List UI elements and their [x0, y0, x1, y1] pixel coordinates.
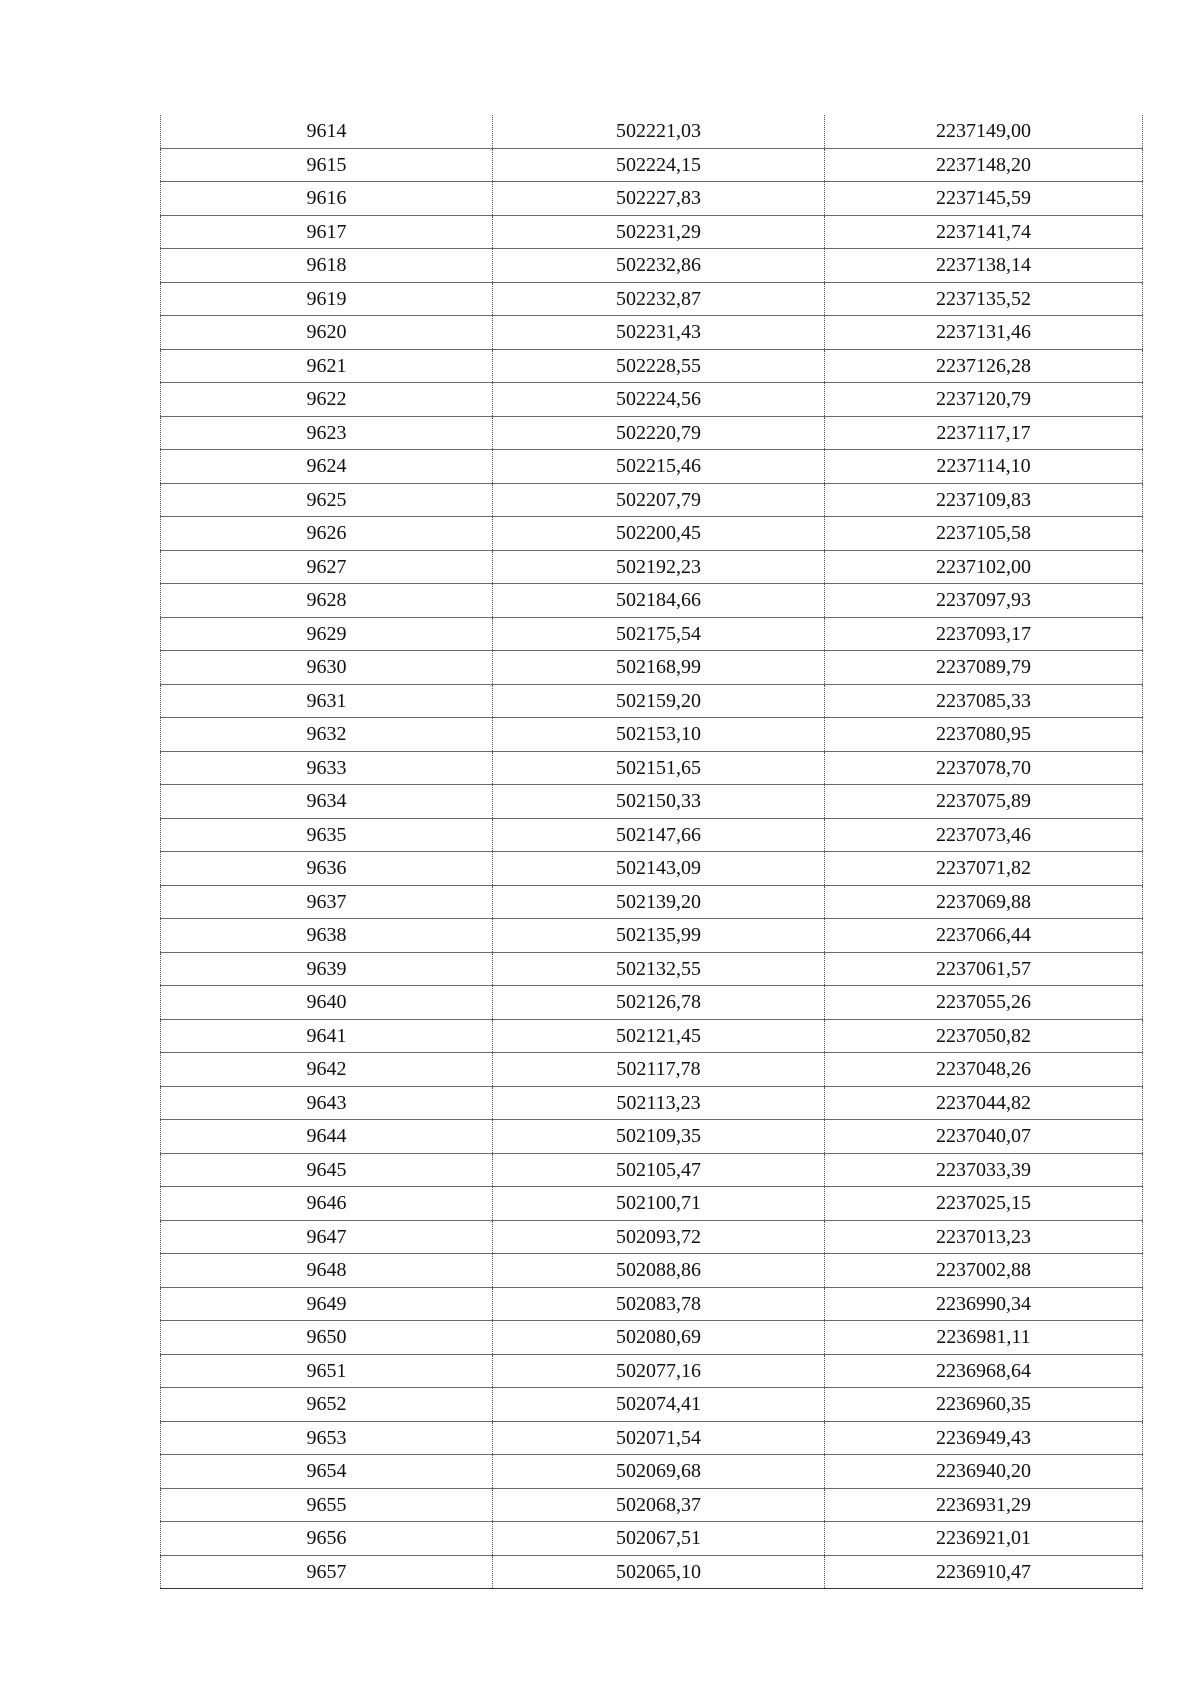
- x-coordinate-cell: 502192,23: [493, 550, 825, 584]
- table-row: [161, 584, 1143, 618]
- x-coordinate-cell: 502069,68: [493, 1455, 825, 1489]
- y-coordinate-cell: 2237105,58: [825, 517, 1143, 551]
- coordinates-table-body: [161, 115, 1143, 1589]
- y-coordinate-cell: 2236968,64: [825, 1354, 1143, 1388]
- x-coordinate-cell: 502088,86: [493, 1254, 825, 1288]
- table-row: [161, 1254, 1143, 1288]
- x-coordinate-cell: 502232,87: [493, 282, 825, 316]
- point-number-cell: 9633: [161, 751, 493, 785]
- y-coordinate-cell: 2237102,00: [825, 550, 1143, 584]
- x-coordinate-cell: 502231,29: [493, 215, 825, 249]
- y-coordinate-cell: 2236960,35: [825, 1388, 1143, 1422]
- point-number-cell: 9652: [161, 1388, 493, 1422]
- table-row: [161, 483, 1143, 517]
- point-number-cell: 9642: [161, 1053, 493, 1087]
- y-coordinate-cell: 2237097,93: [825, 584, 1143, 618]
- y-coordinate-cell: 2237109,83: [825, 483, 1143, 517]
- point-number-cell: 9628: [161, 584, 493, 618]
- x-coordinate-cell: 502232,86: [493, 249, 825, 283]
- coordinates-table: [160, 115, 1143, 1589]
- table-row: [161, 1086, 1143, 1120]
- x-coordinate-cell: 502227,83: [493, 182, 825, 216]
- point-number-cell: 9630: [161, 651, 493, 685]
- y-coordinate-cell: 2236949,43: [825, 1421, 1143, 1455]
- y-coordinate-cell: 2237148,20: [825, 148, 1143, 182]
- point-number-cell: 9635: [161, 818, 493, 852]
- y-coordinate-cell: 2237002,88: [825, 1254, 1143, 1288]
- x-coordinate-cell: 502184,66: [493, 584, 825, 618]
- y-coordinate-cell: 2236990,34: [825, 1287, 1143, 1321]
- y-coordinate-cell: 2237033,39: [825, 1153, 1143, 1187]
- point-number-cell: 9625: [161, 483, 493, 517]
- table-row: [161, 651, 1143, 685]
- y-coordinate-cell: 2237061,57: [825, 952, 1143, 986]
- x-coordinate-cell: 502117,78: [493, 1053, 825, 1087]
- y-coordinate-cell: 2237069,88: [825, 885, 1143, 919]
- y-coordinate-cell: 2237135,52: [825, 282, 1143, 316]
- table-row: [161, 349, 1143, 383]
- x-coordinate-cell: 502215,46: [493, 450, 825, 484]
- table-row: [161, 1187, 1143, 1221]
- x-coordinate-cell: 502067,51: [493, 1522, 825, 1556]
- point-number-cell: 9614: [161, 115, 493, 148]
- x-coordinate-cell: 502109,35: [493, 1120, 825, 1154]
- point-number-cell: 9622: [161, 383, 493, 417]
- x-coordinate-cell: 502228,55: [493, 349, 825, 383]
- table-row: [161, 316, 1143, 350]
- point-number-cell: 9648: [161, 1254, 493, 1288]
- table-row: [161, 617, 1143, 651]
- table-row: [161, 1354, 1143, 1388]
- x-coordinate-cell: 502159,20: [493, 684, 825, 718]
- y-coordinate-cell: 2237013,23: [825, 1220, 1143, 1254]
- point-number-cell: 9618: [161, 249, 493, 283]
- x-coordinate-cell: 502200,45: [493, 517, 825, 551]
- x-coordinate-cell: 502065,10: [493, 1555, 825, 1589]
- point-number-cell: 9616: [161, 182, 493, 216]
- y-coordinate-cell: 2237025,15: [825, 1187, 1143, 1221]
- x-coordinate-cell: 502153,10: [493, 718, 825, 752]
- point-number-cell: 9643: [161, 1086, 493, 1120]
- y-coordinate-cell: 2236981,11: [825, 1321, 1143, 1355]
- y-coordinate-cell: 2237120,79: [825, 383, 1143, 417]
- point-number-cell: 9624: [161, 450, 493, 484]
- point-number-cell: 9639: [161, 952, 493, 986]
- table-row: [161, 1555, 1143, 1589]
- x-coordinate-cell: 502220,79: [493, 416, 825, 450]
- point-number-cell: 9646: [161, 1187, 493, 1221]
- point-number-cell: 9626: [161, 517, 493, 551]
- point-number-cell: 9649: [161, 1287, 493, 1321]
- point-number-cell: 9641: [161, 1019, 493, 1053]
- table-row: [161, 450, 1143, 484]
- point-number-cell: 9636: [161, 852, 493, 886]
- x-coordinate-cell: 502224,15: [493, 148, 825, 182]
- point-number-cell: 9629: [161, 617, 493, 651]
- point-number-cell: 9653: [161, 1421, 493, 1455]
- x-coordinate-cell: 502207,79: [493, 483, 825, 517]
- x-coordinate-cell: 502080,69: [493, 1321, 825, 1355]
- y-coordinate-cell: 2237071,82: [825, 852, 1143, 886]
- y-coordinate-cell: 2237089,79: [825, 651, 1143, 685]
- table-row: [161, 249, 1143, 283]
- table-row: [161, 885, 1143, 919]
- table-row: [161, 1019, 1143, 1053]
- table-row: [161, 550, 1143, 584]
- y-coordinate-cell: 2237093,17: [825, 617, 1143, 651]
- table-row: [161, 416, 1143, 450]
- table-row: [161, 1321, 1143, 1355]
- table-row: [161, 919, 1143, 953]
- y-coordinate-cell: 2237138,14: [825, 249, 1143, 283]
- x-coordinate-cell: 502150,33: [493, 785, 825, 819]
- y-coordinate-cell: 2237085,33: [825, 684, 1143, 718]
- x-coordinate-cell: 502113,23: [493, 1086, 825, 1120]
- y-coordinate-cell: 2237040,07: [825, 1120, 1143, 1154]
- y-coordinate-cell: 2237117,17: [825, 416, 1143, 450]
- y-coordinate-cell: 2236921,01: [825, 1522, 1143, 1556]
- x-coordinate-cell: 502147,66: [493, 818, 825, 852]
- y-coordinate-cell: 2237131,46: [825, 316, 1143, 350]
- table-row: [161, 718, 1143, 752]
- point-number-cell: 9637: [161, 885, 493, 919]
- table-row: [161, 684, 1143, 718]
- point-number-cell: 9644: [161, 1120, 493, 1154]
- table-row: [161, 148, 1143, 182]
- point-number-cell: 9647: [161, 1220, 493, 1254]
- table-row: [161, 282, 1143, 316]
- point-number-cell: 9651: [161, 1354, 493, 1388]
- point-number-cell: 9632: [161, 718, 493, 752]
- table-row: [161, 1488, 1143, 1522]
- point-number-cell: 9621: [161, 349, 493, 383]
- y-coordinate-cell: 2237149,00: [825, 115, 1143, 148]
- point-number-cell: 9634: [161, 785, 493, 819]
- table-row: [161, 1421, 1143, 1455]
- y-coordinate-cell: 2237126,28: [825, 349, 1143, 383]
- table-row: [161, 952, 1143, 986]
- table-row: [161, 751, 1143, 785]
- table-row: [161, 182, 1143, 216]
- x-coordinate-cell: 502168,99: [493, 651, 825, 685]
- x-coordinate-cell: 502077,16: [493, 1354, 825, 1388]
- y-coordinate-cell: 2236940,20: [825, 1455, 1143, 1489]
- x-coordinate-cell: 502074,41: [493, 1388, 825, 1422]
- table-row: [161, 1053, 1143, 1087]
- table-row: [161, 1120, 1143, 1154]
- point-number-cell: 9631: [161, 684, 493, 718]
- y-coordinate-cell: 2237073,46: [825, 818, 1143, 852]
- table-row: [161, 1220, 1143, 1254]
- x-coordinate-cell: 502175,54: [493, 617, 825, 651]
- table-row: [161, 785, 1143, 819]
- y-coordinate-cell: 2237055,26: [825, 986, 1143, 1020]
- y-coordinate-cell: 2237044,82: [825, 1086, 1143, 1120]
- point-number-cell: 9655: [161, 1488, 493, 1522]
- point-number-cell: 9619: [161, 282, 493, 316]
- point-number-cell: 9657: [161, 1555, 493, 1589]
- table-row: [161, 517, 1143, 551]
- table-row: [161, 383, 1143, 417]
- point-number-cell: 9640: [161, 986, 493, 1020]
- y-coordinate-cell: 2237080,95: [825, 718, 1143, 752]
- point-number-cell: 9650: [161, 1321, 493, 1355]
- x-coordinate-cell: 502071,54: [493, 1421, 825, 1455]
- x-coordinate-cell: 502135,99: [493, 919, 825, 953]
- y-coordinate-cell: 2237075,89: [825, 785, 1143, 819]
- table-row: [161, 115, 1143, 148]
- y-coordinate-cell: 2237114,10: [825, 450, 1143, 484]
- x-coordinate-cell: 502132,55: [493, 952, 825, 986]
- x-coordinate-cell: 502231,43: [493, 316, 825, 350]
- table-row: [161, 1388, 1143, 1422]
- y-coordinate-cell: 2237048,26: [825, 1053, 1143, 1087]
- x-coordinate-cell: 502068,37: [493, 1488, 825, 1522]
- y-coordinate-cell: 2237145,59: [825, 182, 1143, 216]
- point-number-cell: 9654: [161, 1455, 493, 1489]
- table-row: [161, 852, 1143, 886]
- table-row: [161, 215, 1143, 249]
- x-coordinate-cell: 502105,47: [493, 1153, 825, 1187]
- point-number-cell: 9617: [161, 215, 493, 249]
- y-coordinate-cell: 2236910,47: [825, 1555, 1143, 1589]
- x-coordinate-cell: 502143,09: [493, 852, 825, 886]
- y-coordinate-cell: 2237078,70: [825, 751, 1143, 785]
- table-row: [161, 1287, 1143, 1321]
- point-number-cell: 9615: [161, 148, 493, 182]
- x-coordinate-cell: 502083,78: [493, 1287, 825, 1321]
- y-coordinate-cell: 2237066,44: [825, 919, 1143, 953]
- point-number-cell: 9623: [161, 416, 493, 450]
- table-row: [161, 818, 1143, 852]
- table-row: [161, 1153, 1143, 1187]
- point-number-cell: 9645: [161, 1153, 493, 1187]
- x-coordinate-cell: 502221,03: [493, 115, 825, 148]
- y-coordinate-cell: 2237050,82: [825, 1019, 1143, 1053]
- point-number-cell: 9627: [161, 550, 493, 584]
- point-number-cell: 9638: [161, 919, 493, 953]
- x-coordinate-cell: 502093,72: [493, 1220, 825, 1254]
- y-coordinate-cell: 2236931,29: [825, 1488, 1143, 1522]
- x-coordinate-cell: 502126,78: [493, 986, 825, 1020]
- y-coordinate-cell: 2237141,74: [825, 215, 1143, 249]
- x-coordinate-cell: 502224,56: [493, 383, 825, 417]
- x-coordinate-cell: 502121,45: [493, 1019, 825, 1053]
- x-coordinate-cell: 502151,65: [493, 751, 825, 785]
- table-row: [161, 1522, 1143, 1556]
- x-coordinate-cell: 502100,71: [493, 1187, 825, 1221]
- x-coordinate-cell: 502139,20: [493, 885, 825, 919]
- point-number-cell: 9620: [161, 316, 493, 350]
- table-row: [161, 1455, 1143, 1489]
- point-number-cell: 9656: [161, 1522, 493, 1556]
- table-row: [161, 986, 1143, 1020]
